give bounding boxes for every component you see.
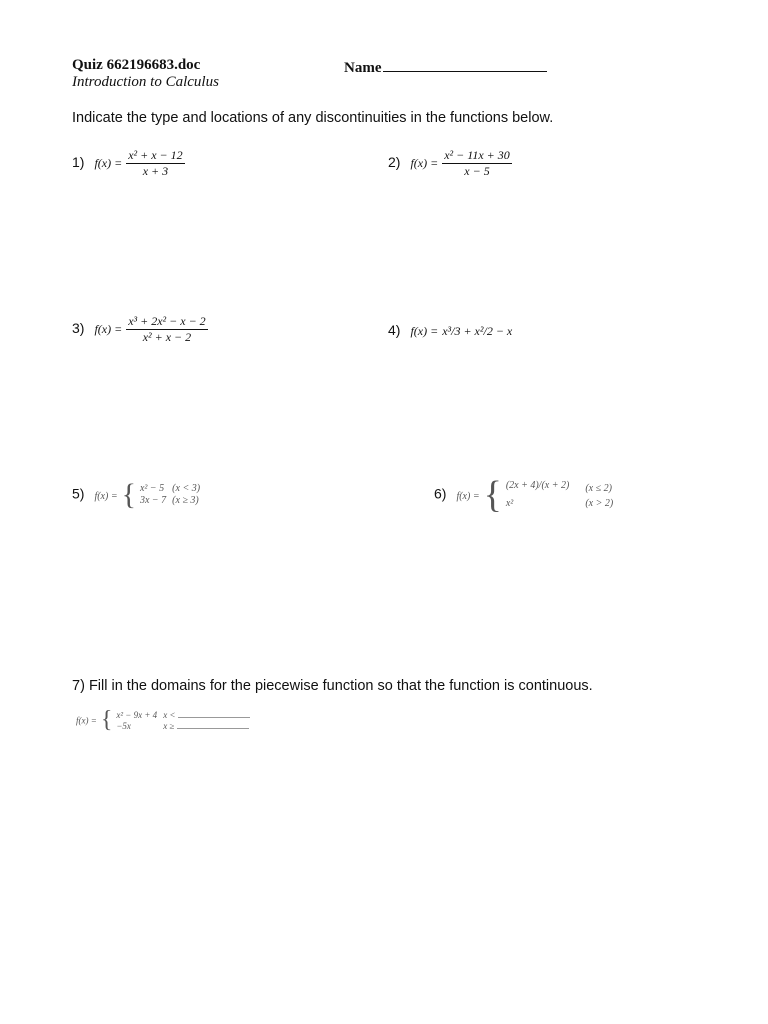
- piece-expr: (2x + 4)/(x + 2): [505, 480, 570, 491]
- piece-cond: (x < 3): [172, 483, 201, 494]
- problem-7-label: 7): [72, 678, 85, 694]
- problem-6-lhs: f(x) =: [456, 490, 480, 502]
- piece-row: [140, 483, 206, 495]
- problem-3-label: 3): [72, 320, 85, 337]
- problem-4-expression: x³/3 + x²/2 − x: [442, 324, 513, 338]
- problem-1-denominator: x + 3: [142, 164, 169, 178]
- problem-2: [388, 148, 512, 179]
- problem-1-label: 1): [72, 154, 85, 171]
- problem-6-label: 6): [434, 485, 447, 502]
- problem-7-function: [76, 708, 256, 732]
- problem-4-label: 4): [388, 322, 401, 338]
- problem-2-denominator: x − 5: [464, 164, 490, 178]
- problem-6-brace: {: [483, 474, 502, 516]
- problem-2-numerator: x² − 11x + 30: [444, 148, 510, 162]
- problem-7-pieces: [116, 709, 255, 731]
- piece-expr: x² − 5: [139, 483, 165, 494]
- problem-7-lhs: f(x) =: [76, 715, 97, 726]
- piece-expr: x² − 9x + 4: [116, 709, 158, 720]
- problem-6-pieces: [506, 480, 619, 510]
- piece-cond-text: x <: [163, 710, 176, 720]
- piece-row: [506, 480, 619, 498]
- instructions: Indicate the type and locations of any discontinuities in the functions below.: [72, 110, 554, 126]
- piece-cond: [163, 709, 256, 720]
- problem-2-lhs: f(x) =: [410, 156, 439, 171]
- problem-2-fraction: [442, 148, 512, 179]
- problem-3-lhs: f(x) =: [94, 322, 123, 337]
- problem-4: [388, 322, 512, 340]
- problem-3-fraction: [126, 314, 207, 345]
- problem-3-denominator: x² + x − 2: [142, 330, 192, 344]
- piece-cond-text: x ≥: [163, 721, 175, 731]
- problem-5-pieces: [140, 483, 206, 507]
- problem-7-prompt: [72, 678, 593, 694]
- problem-1-lhs: f(x) =: [94, 156, 123, 171]
- piece-expr: x²: [505, 498, 514, 509]
- problem-7-text: Fill in the domains for the piecewise function so that the function is continuous.: [88, 678, 593, 694]
- problem-5-brace: {: [121, 478, 136, 511]
- problem-5-lhs: f(x) =: [94, 490, 118, 502]
- name-label: Name: [344, 60, 382, 76]
- domain-blank-1[interactable]: [178, 709, 250, 718]
- problem-5-label: 5): [72, 485, 85, 502]
- problem-6: [434, 476, 619, 514]
- piece-cond: (x ≤ 2): [585, 483, 612, 494]
- problem-3-numerator: x³ + 2x² − x − 2: [128, 314, 206, 328]
- piece-row: [116, 709, 255, 720]
- problem-5: [72, 480, 206, 510]
- piece-row: [140, 495, 206, 507]
- problem-4-lhs: f(x) =: [410, 324, 439, 338]
- problem-7-brace: {: [100, 707, 113, 733]
- piece-cond: (x > 2): [585, 498, 614, 509]
- piece-cond: [163, 720, 256, 731]
- piece-expr: 3x − 7: [139, 495, 167, 506]
- domain-blank-2[interactable]: [177, 720, 249, 729]
- problem-1-fraction: [126, 148, 184, 179]
- course-title: Introduction to Calculus: [72, 74, 219, 90]
- problem-3: [72, 314, 208, 345]
- piece-cond: (x ≥ 3): [172, 495, 199, 506]
- piece-row: [506, 498, 619, 510]
- problem-2-label: 2): [388, 154, 401, 171]
- piece-expr: −5x: [116, 720, 131, 731]
- name-field: [344, 57, 547, 77]
- name-blank-line: [383, 57, 547, 72]
- quiz-title: Quiz 662196683.doc: [72, 57, 201, 73]
- problem-1: [72, 148, 185, 179]
- piece-row: [116, 720, 255, 731]
- problem-1-numerator: x² + x − 12: [128, 148, 183, 162]
